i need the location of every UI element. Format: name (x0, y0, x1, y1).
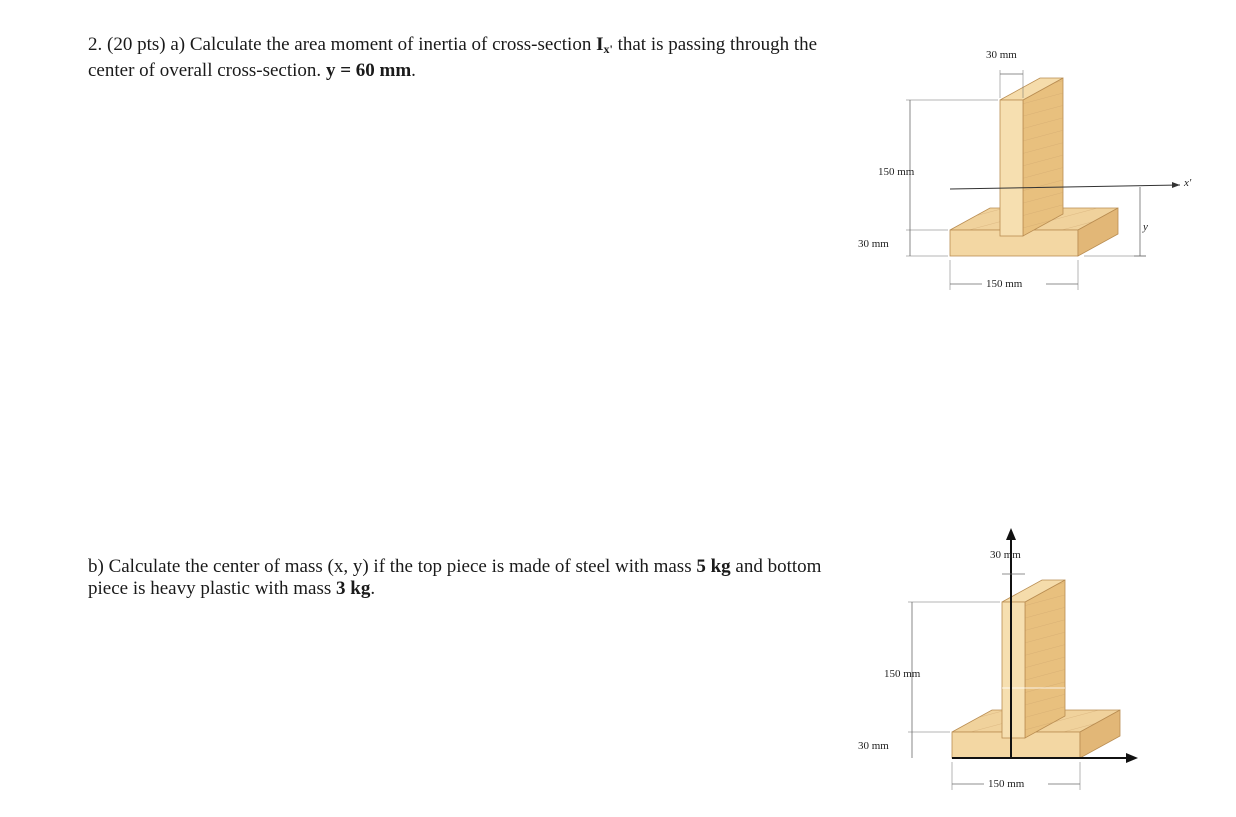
flange-thickness-dim-a: 30 mm (858, 238, 889, 250)
web-width-dim-a: 30 mm (986, 49, 1017, 61)
given-centroid: y = 60 mm (325, 60, 412, 81)
flange-width-dim-a: 150 mm (986, 278, 1023, 290)
flange-width-dim-b: 150 mm (988, 778, 1025, 790)
x-prime-arrowhead (1172, 182, 1180, 188)
x-prime-axis (950, 185, 1180, 189)
ybar-label: y (1143, 221, 1148, 233)
web-side-grain-b (1025, 580, 1065, 738)
flange-thickness-dim-b: 30 mm (858, 740, 889, 752)
t-beam-drawing-b (850, 528, 1210, 798)
t-beam-figure-a (850, 38, 1210, 298)
x-axis-arrowhead (1126, 753, 1138, 763)
height-dim-a: 150 mm (878, 166, 915, 178)
part-b-middle: and bottom piece is heavy plastic with mass (88, 556, 822, 599)
part-a-suffix: . (411, 60, 416, 81)
web-width-dim-b: 30 mm (990, 549, 1021, 561)
part-a-mid: that is passing through the center of overall cross-section. (88, 34, 818, 81)
moment-subscript: x' (603, 42, 613, 56)
question-part-b (88, 556, 848, 600)
part-b-suffix: . (370, 578, 376, 599)
bottom-mass: 3 kg (336, 578, 371, 599)
t-beam-drawing-a (850, 38, 1210, 298)
web-front-face (1000, 100, 1023, 236)
y-axis-arrowhead (1006, 528, 1016, 540)
part-b-prefix: b) Calculate the center of mass (x, y) if the top piece is made of steel with mass (88, 556, 697, 577)
moment-symbol: $I_{x'}$ (596, 34, 613, 56)
height-dim-b: 150 mm (884, 668, 921, 680)
t-beam-figure-b (850, 528, 1210, 798)
question-part-a (88, 34, 848, 82)
web-front-face-b (1002, 602, 1025, 738)
x-prime-label: x' (1184, 177, 1192, 189)
part-a-prefix: 2. (20 pts) a) Calculate the area moment of inertia of cross-section (88, 34, 597, 55)
web-side-grain (1023, 78, 1063, 236)
top-mass: 5 kg (696, 556, 731, 577)
